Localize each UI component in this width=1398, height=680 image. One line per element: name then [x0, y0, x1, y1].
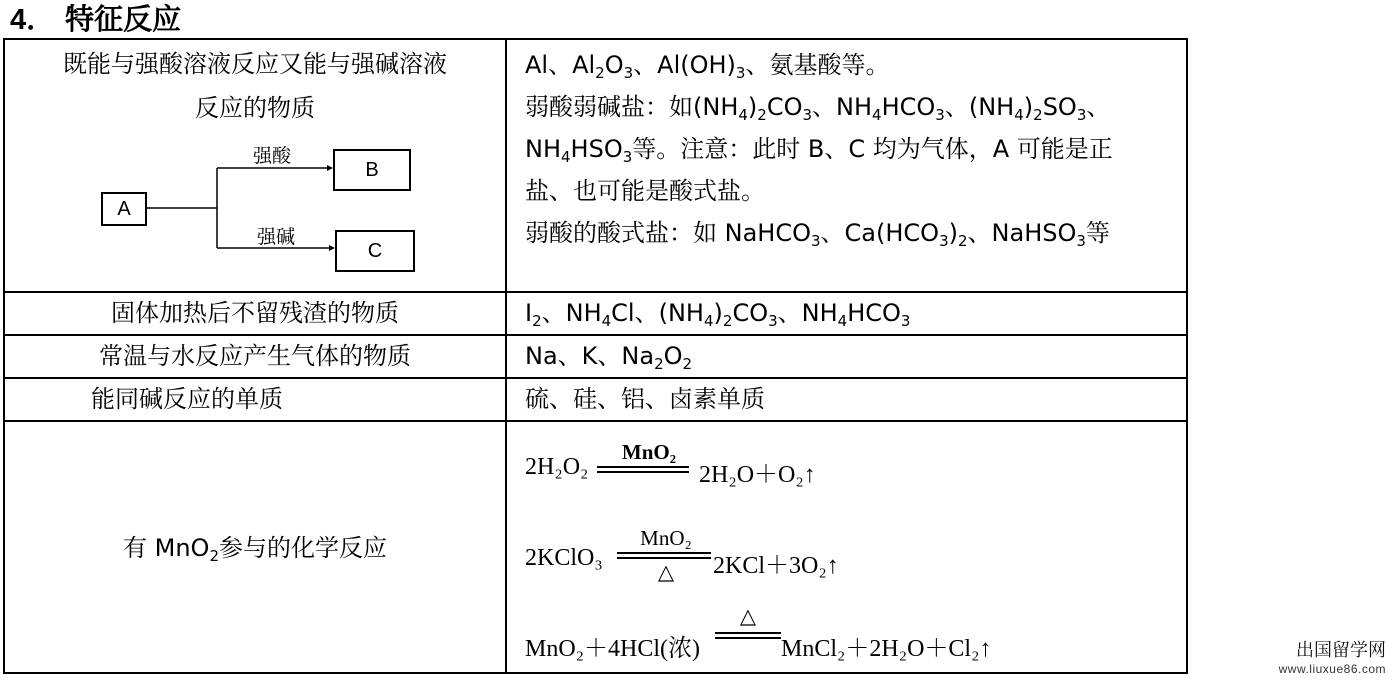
eq2-right: 2KCl＋3O₂↑	[713, 553, 839, 579]
table-row	[4, 378, 1187, 421]
row1-left-line1: 既能与强酸溶液反应又能与强碱溶液	[63, 50, 447, 78]
eq1-bar-bottom	[597, 471, 689, 473]
eq2-left: 2KClO₃	[525, 545, 603, 571]
row1-left-line2: 反应的物质	[195, 94, 315, 122]
equations	[525, 422, 1186, 672]
box-b: B	[333, 149, 411, 191]
table-row	[4, 335, 1187, 378]
row1-right-line5: 弱酸的酸式盐：如 NaHCO$_3$、$Ca(HCO_3)_2$、NaHSO$_3$等	[525, 219, 1110, 250]
eq2-condition-top: MnO₂	[640, 526, 692, 550]
row1-right-line1: Al、$Al_2O_3$、$Al(OH)_3$、氨基酸等。	[525, 51, 890, 82]
eq3-condition: △	[739, 604, 757, 628]
row1-right-line4: 盐、也可能是酸式盐。	[525, 177, 765, 205]
row5-right-cell	[506, 421, 1187, 673]
row3-left-cell: 常温与水反应产生气体的物质	[4, 335, 506, 378]
table-row	[4, 39, 1187, 292]
eq2-bar-top	[617, 552, 711, 554]
row4-left-cell: 能同碱反应的单质	[4, 378, 506, 421]
eq3-right: MnCl₂＋2H₂O＋Cl₂↑	[781, 636, 992, 662]
row3-right-cell: Na、K、$Na_2O_2$	[506, 335, 1187, 378]
eq1-bar-top	[597, 466, 689, 468]
table-row	[4, 421, 1187, 673]
section-heading	[10, 0, 181, 38]
reaction-diagram	[97, 136, 457, 276]
eq3-bar-bottom	[715, 637, 781, 639]
eq2-bar-bottom	[617, 557, 711, 559]
eq2-condition-bottom: △	[657, 560, 675, 584]
eq3-bar-top	[715, 632, 781, 634]
watermark-name: 出国留学网	[1296, 640, 1386, 661]
watermark-url: www.liuxue86.com	[1278, 662, 1386, 676]
reaction-table	[3, 38, 1188, 674]
row2-right-cell: $I_2$、$NH_4Cl$、$(NH_4)_2CO_3$、$NH_4HCO_3$	[506, 292, 1187, 335]
box-a: A	[101, 192, 147, 226]
row2-left-cell: 固体加热后不留残渣的物质	[4, 292, 506, 335]
row1-right-cell	[506, 39, 1187, 292]
row1-right-line3: $NH_4HSO_3$等。注意：此时 B、C 均为气体，A 可能是正	[525, 135, 1113, 166]
row1-right-line2: 弱酸弱碱盐：如$(NH_4)_2CO_3$、$NH_4HCO_3$、$(NH_4)_2SO_3$、	[525, 93, 1111, 124]
row4-right-cell: 硫、硅、铝、卤素单质	[506, 378, 1187, 421]
eq1-condition: MnO₂	[621, 440, 677, 464]
row1-left-cell	[4, 39, 506, 292]
table-row	[4, 292, 1187, 335]
box-c: C	[335, 230, 415, 272]
label-strong-acid: 强酸	[253, 145, 292, 167]
section-title: 特征反应	[65, 2, 182, 36]
watermark	[1279, 636, 1386, 676]
eq1-right: 2H₂O＋O₂↑	[699, 462, 816, 488]
eq3-left: MnO₂＋4HCl(浓)	[525, 636, 701, 662]
eq1-left: 2H₂O₂	[525, 454, 589, 480]
row5-left-text: 有 MnO$_2$参与的化学反应	[123, 534, 387, 565]
label-strong-base: 强碱	[257, 226, 296, 248]
row5-left-cell	[4, 421, 506, 673]
section-number: 4．	[10, 4, 56, 36]
